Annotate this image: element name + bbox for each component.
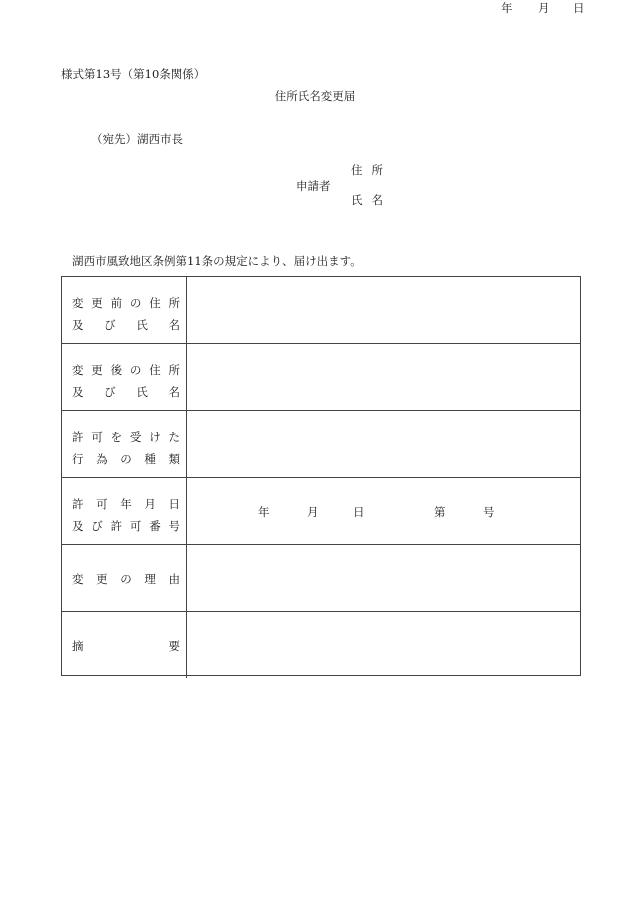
permit-year: 年 xyxy=(258,505,270,519)
table-row xyxy=(62,478,580,545)
label-line-1: 摘 要 xyxy=(72,639,180,653)
date-month: 月 xyxy=(538,1,550,15)
form-table xyxy=(61,276,581,676)
table-row xyxy=(62,545,580,612)
applicant-name-label: 氏名 xyxy=(351,193,392,207)
row-label xyxy=(62,478,187,544)
label-line-1: 許 可 を 受 け た xyxy=(72,430,180,444)
label-line-1: 変 更 の 理 由 xyxy=(72,572,180,586)
label-line-2: 及 び 氏 名 xyxy=(72,318,180,332)
table-row xyxy=(62,277,580,344)
value-permitted-act[interactable] xyxy=(187,411,580,477)
applicant-address-label: 住所 xyxy=(351,163,392,177)
label-line-1: 変 更 前 の 住 所 xyxy=(72,296,180,310)
row-label xyxy=(62,545,187,611)
row-label xyxy=(62,344,187,410)
document-title: 住所氏名変更届 xyxy=(274,89,356,103)
permit-number-prefix: 第 xyxy=(434,505,446,519)
row-label xyxy=(62,411,187,477)
table-row xyxy=(62,411,580,478)
label-line-1: 変 更 後 の 住 所 xyxy=(72,363,180,377)
label-line-2: 及 び 氏 名 xyxy=(72,385,180,399)
row-label xyxy=(62,612,187,678)
label-line-2: 行 為 の 種 類 xyxy=(72,452,180,466)
date-year: 年 xyxy=(501,1,513,15)
permit-number-suffix: 号 xyxy=(483,505,495,519)
value-permit-date-number[interactable] xyxy=(187,478,580,544)
date-day: 日 xyxy=(573,1,585,15)
form-number: 様式第13号（第10条関係） xyxy=(61,67,206,81)
table-row xyxy=(62,612,580,678)
permit-day: 日 xyxy=(353,505,365,519)
statement: 湖西市風致地区条例第11条の規定により、届け出ます。 xyxy=(72,254,362,268)
value-before-change[interactable] xyxy=(187,277,580,343)
value-change-reason[interactable] xyxy=(187,545,580,611)
row-label xyxy=(62,277,187,343)
label-line-2: 及 び 許 可 番 号 xyxy=(72,519,180,533)
applicant-label: 申請者 xyxy=(296,179,331,193)
label-line-1: 許 可 年 月 日 xyxy=(72,497,180,511)
value-after-change[interactable] xyxy=(187,344,580,410)
permit-month: 月 xyxy=(307,505,319,519)
table-row xyxy=(62,344,580,411)
addressee: （宛先）湖西市長 xyxy=(91,132,183,146)
value-remarks[interactable] xyxy=(187,612,580,678)
